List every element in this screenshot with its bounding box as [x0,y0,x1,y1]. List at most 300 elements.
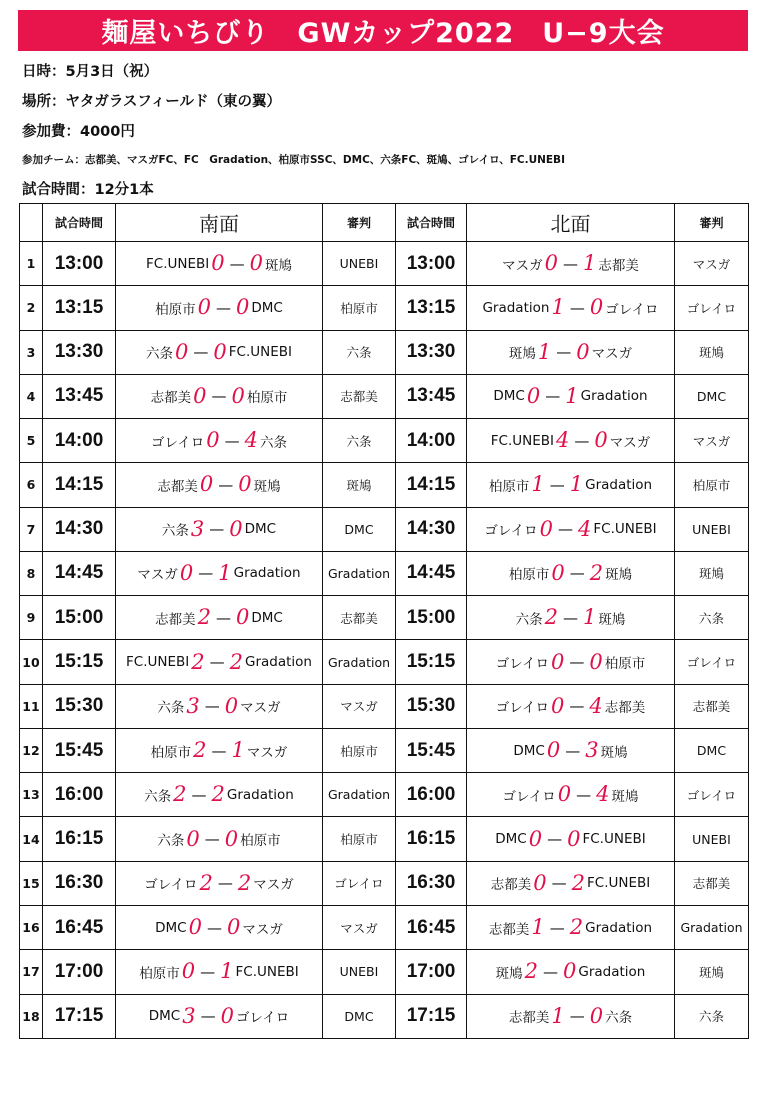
north-match-cell [467,640,675,684]
match-number: 2 [20,286,43,330]
north-score-b: 4 [578,516,592,541]
north-match-time: 16:00 [396,773,467,817]
south-score-a: 0 [199,472,214,497]
north-match-cell [467,419,675,463]
south-team-a: 柏原市 [139,965,180,982]
north-referee: マスガ [675,242,749,286]
south-score-b: 0 [213,339,227,364]
south-match-cell [116,242,323,286]
south-team-b: 六条 [260,434,288,451]
north-team-b: 柏原市 [604,656,646,673]
south-team-a: 志都美 [157,478,198,495]
table-row [20,773,749,817]
north-match [508,560,633,585]
south-team-b: 斑鳩 [253,478,281,495]
score-dash: — [547,830,563,849]
north-match-cell [467,994,675,1038]
south-score-a: 3 [186,693,200,718]
north-team-b: 志都美 [598,257,639,274]
north-team-b: 斑鳩 [600,744,628,761]
north-referee: マスガ [675,419,749,463]
south-score-b: 1 [220,959,234,984]
score-dash: — [216,298,231,317]
score-dash: — [549,918,565,937]
table-row [20,861,749,905]
header-north-court: 北面 [467,204,675,242]
south-match-time: 14:30 [43,507,116,551]
south-match-time: 13:15 [43,286,116,330]
south-score-b: 0 [226,915,241,940]
south-team-a: 六条 [157,833,185,850]
north-score-a: 0 [557,782,572,807]
score-dash: — [229,254,245,273]
score-dash: — [565,741,581,760]
south-score-b: 0 [229,516,243,541]
south-match-time: 17:15 [43,994,116,1038]
south-match-cell [116,950,323,994]
south-match-time: 16:30 [43,861,116,905]
north-match [502,253,639,274]
south-match-cell [116,330,323,374]
north-match-cell [467,374,675,418]
north-referee: ゴレイロ [675,773,749,817]
north-match-time: 15:15 [396,640,467,684]
south-team-b: Gradation [233,565,301,582]
south-match [150,383,288,408]
north-team-b: 斑鳩 [598,611,626,628]
header-match-time-south: 試合時間 [43,204,116,242]
south-match [146,339,292,364]
south-score-b: 0 [236,295,250,320]
south-referee: UNEBI [323,242,396,286]
match-number: 15 [20,861,43,905]
score-dash: — [198,564,214,583]
table-row [20,463,749,507]
south-match [137,560,301,585]
south-match-time: 13:30 [43,330,116,374]
north-score-a: 1 [551,1003,565,1028]
table-row [20,640,749,684]
south-match-time: 13:00 [43,242,116,286]
north-referee: 志都美 [675,861,749,905]
north-team-a: FC.UNEBI [490,432,554,449]
south-match [151,740,288,761]
north-score-b: 2 [589,560,604,585]
score-dash: — [206,918,222,937]
score-dash: — [574,431,590,450]
south-team-a: ゴレイロ [150,434,205,451]
table-row [20,374,749,418]
match-number: 6 [20,463,43,507]
header-match-time-north: 試合時間 [396,204,467,242]
north-referee: UNEBI [675,507,749,551]
schedule-table [19,203,749,1039]
score-dash: — [569,564,585,583]
table-row [20,596,749,640]
north-team-a: 斑鳩 [495,965,523,982]
south-team-a: 六条 [161,523,189,540]
north-match-time: 16:15 [396,817,467,861]
south-match [157,474,280,495]
north-team-b: マスガ [609,434,651,451]
south-match-cell [116,728,323,772]
north-team-a: ゴレイロ [495,700,550,717]
south-match-cell [116,817,323,861]
north-match-time: 16:30 [396,861,467,905]
north-match-cell [467,596,675,640]
south-match-time: 14:15 [43,463,116,507]
south-referee: Gradation [323,773,396,817]
score-dash: — [556,343,572,362]
north-team-a: ゴレイロ [484,523,538,540]
north-referee: 志都美 [675,684,749,728]
south-match [139,961,299,982]
north-match-time: 13:15 [396,286,467,330]
south-match-time: 13:45 [43,374,116,418]
north-match [490,870,651,895]
north-referee: 斑鳩 [675,330,749,374]
south-match [148,1003,290,1028]
header-number [20,204,43,242]
south-score-b: 1 [218,560,232,585]
north-score-b: 2 [569,915,584,940]
north-match [489,917,652,938]
north-team-a: 志都美 [490,877,532,894]
south-score-a: 2 [193,738,207,763]
north-team-b: Gradation [585,476,653,493]
score-dash: — [563,608,578,627]
score-dash: — [191,785,207,804]
score-dash: — [563,254,578,273]
north-team-b: 六条 [605,1010,633,1027]
south-team-a: 六条 [146,346,173,363]
north-match-time: 14:15 [396,463,467,507]
north-match-time: 14:30 [396,507,467,551]
north-score-b: 1 [569,472,584,497]
south-match-time: 16:45 [43,905,116,949]
south-match [161,516,277,541]
south-match-time: 16:15 [43,817,116,861]
north-match-cell [467,905,675,949]
south-match [151,430,287,451]
north-team-a: 柏原市 [488,478,530,495]
south-match-cell [116,640,323,684]
south-referee: 柏原市 [323,728,396,772]
match-duration: 試合時間：12分1本 [22,182,154,198]
north-score-a: 0 [544,251,558,276]
north-match-cell [467,817,675,861]
south-match-time: 17:00 [43,950,116,994]
north-match [491,430,651,451]
score-dash: — [549,475,565,494]
north-match [495,693,646,718]
event-date: 日時：5月3日（祝） [22,64,159,80]
south-team-b: DMC [251,609,283,626]
south-team-b: 柏原市 [240,833,281,850]
north-referee: 柏原市 [675,463,749,507]
south-team-b: DMC [244,521,277,538]
south-referee: UNEBI [323,950,396,994]
north-team-b: マスガ [591,346,633,363]
south-referee: 六条 [323,419,396,463]
match-number: 12 [20,728,43,772]
south-match-time: 14:45 [43,551,116,595]
north-referee: 斑鳩 [675,950,749,994]
south-match-cell [116,905,323,949]
event-venue: 場所：ヤタガラスフィールド（東の翼） [22,94,281,110]
match-number: 18 [20,994,43,1038]
south-match [146,253,292,274]
north-match-time: 13:00 [396,242,467,286]
north-team-a: DMC [513,742,545,759]
south-team-a: 六条 [157,700,185,717]
match-number: 7 [20,507,43,551]
south-score-b: 1 [231,738,245,763]
score-dash: — [569,1007,585,1026]
south-score-a: 0 [181,959,196,984]
south-score-b: 0 [249,251,263,276]
north-match [513,740,627,761]
north-score-a: 2 [524,959,538,984]
south-referee: 志都美 [323,596,396,640]
score-dash: — [209,653,225,672]
north-score-a: 1 [531,472,545,497]
south-match-cell [116,773,323,817]
south-team-b: マスガ [242,921,283,938]
south-score-a: 0 [186,826,200,851]
match-number: 17 [20,950,43,994]
south-score-b: 2 [229,649,243,674]
south-team-a: 六条 [144,788,172,805]
north-referee: DMC [675,728,749,772]
south-match-cell [116,684,323,728]
north-score-b: 0 [589,649,603,674]
south-score-a: 0 [193,383,207,408]
north-match [495,826,646,851]
south-match-cell [116,286,323,330]
south-referee: DMC [323,507,396,551]
north-match-cell [467,507,675,551]
score-dash: — [211,741,227,760]
north-match-time: 13:30 [396,330,467,374]
south-match [155,297,283,318]
north-match-cell [467,463,675,507]
north-team-b: 志都美 [604,700,646,717]
north-score-b: 1 [583,251,597,276]
north-team-a: ゴレイロ [495,656,550,673]
south-match-cell [116,551,323,595]
north-team-a: 柏原市 [508,567,550,584]
north-team-b: FC.UNEBI [582,831,646,848]
score-dash: — [217,874,233,893]
north-team-a: DMC [493,388,525,405]
south-match [157,693,281,718]
south-referee: DMC [323,994,396,1038]
south-match-cell [116,374,323,418]
table-row [20,507,749,551]
south-score-b: 0 [236,605,250,630]
south-score-b: 0 [238,472,252,497]
south-score-a: 0 [188,915,202,940]
score-dash: — [558,520,574,539]
south-score-b: 0 [224,826,239,851]
north-match [493,383,648,408]
north-match-cell [467,242,675,286]
north-match-cell [467,330,675,374]
score-dash: — [204,830,220,849]
north-match-time: 16:45 [396,905,467,949]
south-team-a: 志都美 [155,611,196,628]
table-row [20,242,749,286]
north-score-a: 4 [556,428,570,453]
match-number: 16 [20,905,43,949]
north-match-cell [467,728,675,772]
score-dash: — [209,520,225,539]
south-team-b: 斑鳩 [265,257,292,274]
south-team-a: 柏原市 [155,301,196,318]
south-team-a: 柏原市 [150,744,192,761]
north-team-a: マスガ [502,257,543,274]
north-match-time: 13:45 [396,374,467,418]
north-referee: 六条 [675,596,749,640]
north-match [482,297,658,318]
north-score-a: 0 [546,738,561,763]
score-dash: — [200,1007,216,1026]
north-score-b: 0 [576,339,590,364]
south-team-a: 志都美 [150,390,192,407]
south-score-a: 0 [179,560,194,585]
south-match-cell [116,994,323,1038]
score-dash: — [193,343,209,362]
north-match [502,784,638,805]
north-team-a: Gradation [482,299,550,316]
south-referee: ゴレイロ [323,861,396,905]
south-score-b: 2 [237,870,252,895]
south-match-time: 16:00 [43,773,116,817]
south-referee: Gradation [323,551,396,595]
score-dash: — [218,475,234,494]
north-score-b: 0 [594,428,608,453]
south-referee: 六条 [323,330,396,374]
north-match-cell [467,684,675,728]
north-score-b: 4 [589,693,603,718]
score-dash: — [224,431,240,450]
south-match-cell [116,507,323,551]
north-score-a: 0 [533,870,547,895]
north-score-b: 0 [589,1003,604,1028]
north-team-b: Gradation [580,388,648,405]
south-team-b: マスガ [240,700,281,717]
table-row [20,950,749,994]
south-score-b: 0 [220,1003,234,1028]
south-team-b: Gradation [245,654,312,671]
score-dash: — [211,387,227,406]
south-team-a: DMC [155,919,187,936]
south-team-b: DMC [251,299,283,316]
header-referee-north: 審判 [675,204,749,242]
match-number: 1 [20,242,43,286]
match-number: 11 [20,684,43,728]
south-match-cell [116,596,323,640]
north-match [508,1003,633,1028]
north-team-b: 斑鳩 [605,567,633,584]
south-score-a: 2 [199,870,213,895]
north-match [516,607,626,628]
south-match-cell [116,419,323,463]
north-team-b: Gradation [585,919,653,936]
table-row [20,419,749,463]
north-team-b: 斑鳩 [611,788,639,805]
south-score-b: 2 [211,782,225,807]
south-score-a: 2 [191,649,205,674]
table-row [20,286,749,330]
header-south-court: 南面 [116,204,323,242]
score-dash: — [569,298,585,317]
south-score-a: 2 [197,605,211,630]
table-row [20,684,749,728]
north-team-a: DMC [495,831,527,848]
north-score-a: 1 [537,339,552,364]
north-team-b: ゴレイロ [605,301,659,318]
score-dash: — [545,387,561,406]
table-row [20,905,749,949]
north-score-a: 0 [539,516,554,541]
score-dash: — [216,608,231,627]
south-team-b: 柏原市 [246,390,288,407]
score-dash: — [569,653,585,672]
south-team-a: DMC [148,1008,181,1025]
south-referee: 志都美 [323,374,396,418]
north-match-time: 17:15 [396,994,467,1038]
south-match-cell [116,861,323,905]
north-team-a: ゴレイロ [502,788,556,805]
south-score-a: 0 [206,428,220,453]
north-team-b: Gradation [578,963,646,980]
south-match [144,784,294,805]
north-match [496,961,646,982]
match-number: 3 [20,330,43,374]
north-score-b: 0 [563,959,577,984]
north-match-time: 15:30 [396,684,467,728]
north-match-cell [467,950,675,994]
participating-teams: 参加チーム：志都美、マスガFC、FC Gradation、柏原市SSC、DMC、六条FC、斑鳩、ゴレイロ、FC.UNEBI [22,154,565,166]
south-match-time: 15:30 [43,684,116,728]
north-score-b: 1 [583,605,597,630]
north-score-a: 0 [526,383,541,408]
north-team-a: 六条 [515,611,543,628]
south-score-a: 2 [173,782,187,807]
north-team-b: FC.UNEBI [593,521,657,538]
south-match [144,870,294,895]
page-title: 麺屋いちびり GWカップ2022 U−9大会 [18,10,748,51]
south-team-a: FC.UNEBI [146,255,210,272]
north-referee: Gradation [675,905,749,949]
north-match-cell [467,773,675,817]
north-score-b: 0 [589,295,604,320]
south-referee: Gradation [323,640,396,684]
score-dash: — [204,697,220,716]
match-number: 13 [20,773,43,817]
north-match-time: 14:00 [396,419,467,463]
south-match [155,917,283,938]
north-match-time: 15:00 [396,596,467,640]
north-team-a: 斑鳩 [508,346,536,363]
table-row [20,728,749,772]
south-team-b: ゴレイロ [235,1010,290,1027]
score-dash: — [200,962,216,981]
south-team-b: Gradation [226,786,294,803]
north-score-a: 2 [544,605,558,630]
